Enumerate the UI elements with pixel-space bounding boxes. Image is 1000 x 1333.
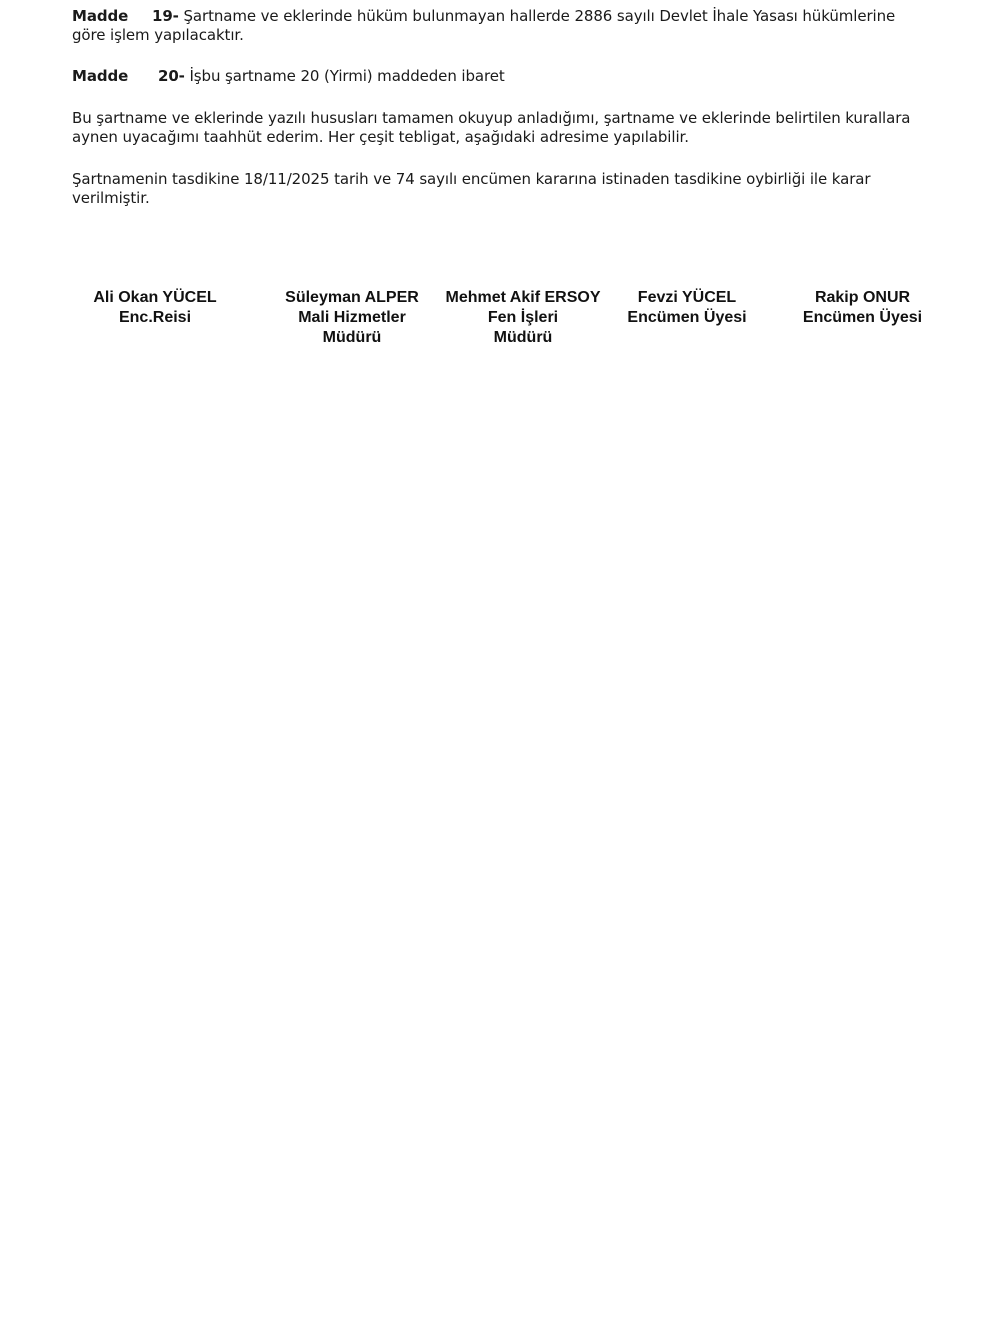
article-number: 20- <box>158 67 185 85</box>
signatory-title: Encümen Üyesi <box>627 309 747 326</box>
signatory-title: Fen İşleri <box>487 309 559 326</box>
article-label: Madde <box>72 7 129 25</box>
signatory-name: Mehmet Akif ERSOY <box>445 289 601 306</box>
article-20 <box>72 67 932 86</box>
signatory-name: Fevzi YÜCEL <box>637 289 737 306</box>
signature-block <box>75 288 235 328</box>
article-text: İşbu şartname 20 (Yirmi) maddeden ibaret <box>189 67 505 85</box>
acknowledgement-paragraph: Bu şartname ve eklerinde yazılı hususları tamamen okuyup anladığımı, şartname ve eklerinde belirtilen kurallara aynen uyacağımı taahhüt ederim. Her çeşit tebligat, aşağıdaki adresime yapılabilir. <box>72 109 911 146</box>
approval-paragraph: Şartnamenin tasdikine 18/11/2025 tarih ve 74 sayılı encümen kararına istinaden tasdikine oybirliği ile karar verilmiştir. <box>72 170 871 207</box>
signature-block <box>790 288 935 328</box>
signature-block <box>438 288 608 348</box>
signatory-title: Mali Hizmetler <box>298 309 406 326</box>
signatory-name: Ali Okan YÜCEL <box>93 289 217 306</box>
signatory-name: Rakip ONUR <box>814 289 911 306</box>
signatory-title: Müdürü <box>322 329 382 346</box>
signature-block <box>272 288 432 348</box>
signatory-name: Süleyman ALPER <box>285 289 419 306</box>
signatory-title: Müdürü <box>493 329 553 346</box>
article-text: Şartname ve eklerinde hüküm bulunmayan hallerde 2886 sayılı Devlet İhale Yasası hükümlerine göre işlem yapılacaktır. <box>72 7 896 44</box>
article-label: Madde <box>72 67 129 85</box>
article-number: 19- <box>152 7 179 25</box>
signatory-title: Encümen Üyesi <box>802 309 923 326</box>
signatory-title: Enc.Reisi <box>118 309 192 326</box>
signature-block <box>612 288 762 328</box>
article-19 <box>72 7 932 45</box>
